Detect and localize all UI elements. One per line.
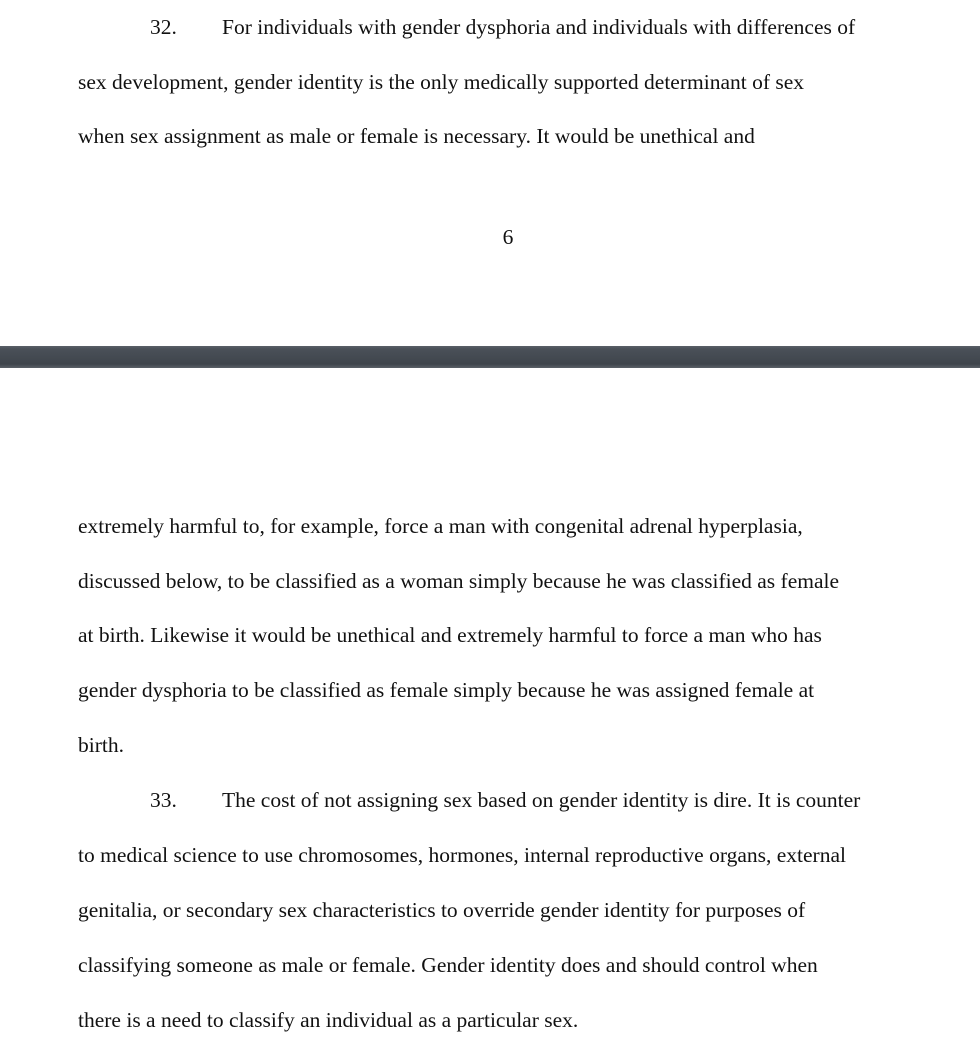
paragraph-line: extremely harmful to, for example, force a man with congenital adrenal hyperplasia, xyxy=(78,514,803,538)
paragraph-line: when sex assignment as male or female is necessary. It would be unethical and xyxy=(78,124,755,148)
paragraph-line: genitalia, or secondary sex characteristics to override gender identity for purposes of xyxy=(78,898,806,922)
paragraph-line: to medical science to use chromosomes, hormones, internal reproductive organs, external xyxy=(78,843,846,867)
paragraph-line: For individuals with gender dysphoria and individuals with differences of xyxy=(222,15,856,39)
paragraph-line: classifying someone as male or female. Gender identity does and should control when xyxy=(78,953,818,977)
paragraph-line: at birth. Likewise it would be unethical and extremely harmful to force a man who has xyxy=(78,623,822,647)
paragraph-number: 32. xyxy=(150,15,177,39)
paragraph-line: sex development, gender identity is the only medically supported determinant of sex xyxy=(78,70,805,94)
page-number: 6 xyxy=(502,225,514,249)
paragraph-line: The cost of not assigning sex based on gender identity is dire. It is counter xyxy=(222,788,861,812)
paragraph-line: discussed below, to be classified as a woman simply because he was classified as female xyxy=(78,569,840,593)
paragraph-line: there is a need to classify an individual as a particular sex. xyxy=(78,1008,579,1032)
paragraph-number: 33. xyxy=(150,788,177,812)
page-separator xyxy=(0,346,980,368)
paragraph-line: gender dysphoria to be classified as female simply because he was assigned female at xyxy=(78,678,815,702)
paragraph-line: birth. xyxy=(78,733,124,757)
